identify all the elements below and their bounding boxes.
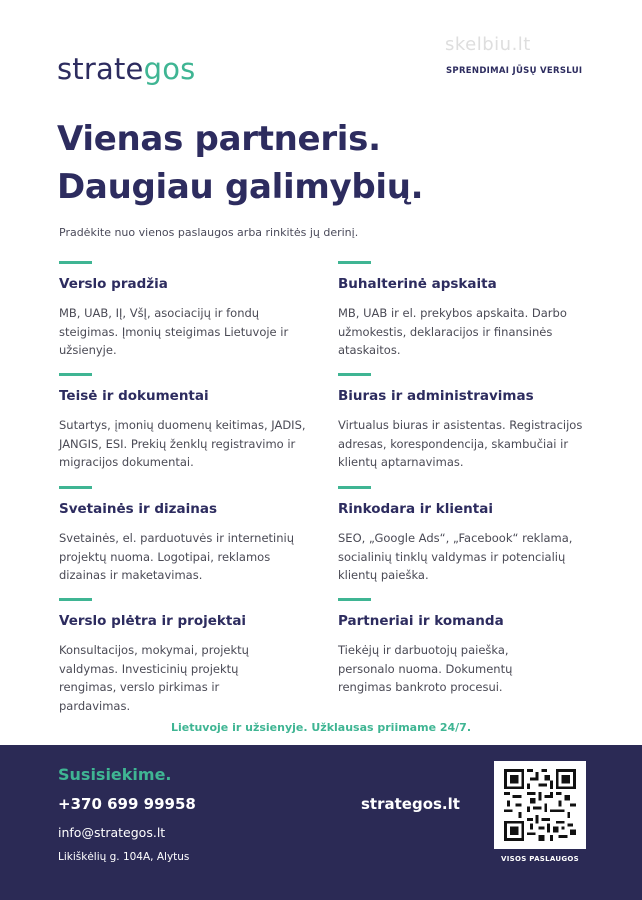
service-description: MB, UAB, IĮ, VšĮ, asociacijų ir fondų steigimas. Įmonių steigimas Lietuvoje ir užsienyje. (59, 306, 289, 357)
service-title: Verslo plėtra ir projektai (59, 613, 247, 629)
service-title: Teisė ir dokumentai (59, 388, 209, 404)
service-title: Partneriai ir komanda (338, 613, 504, 629)
service-biuras-ir-administravimas (338, 373, 598, 472)
address-text: Likiškėlių g. 104A, Alytus (58, 851, 190, 863)
service-svetaines-ir-dizainas (59, 486, 319, 585)
accent-bar (59, 598, 92, 601)
service-description: Sutartys, įmonių duomenų keitimas, JADIS, JANGIS, ESI. Prekių ženklų registravimo ir migracijos dokumentai. (59, 418, 306, 469)
service-description: Svetainės, el. parduotuvės ir internetinių projektų nuoma. Logotipai, reklamos dizainas ir maketavimas. (59, 531, 295, 582)
accent-bar (59, 373, 92, 376)
accent-bar (338, 261, 371, 264)
service-description: Tiekėjų ir darbuotojų paieška, personalo nuoma. Dokumentų rengimas bankroto procesui. (338, 643, 513, 694)
headline (57, 115, 423, 211)
service-title: Biuras ir administravimas (338, 388, 534, 404)
service-title: Rinkodara ir klientai (338, 501, 493, 517)
qr-caption: VISOS PASLAUGOS (500, 855, 580, 863)
service-buhalterine-apskaita (338, 261, 598, 360)
accent-bar (338, 486, 371, 489)
availability-note: Lietuvoje ir užsienyje. Užklausas priimame 24/7. (170, 721, 472, 734)
service-description: Virtualus biuras ir asistentas. Registracijos adresas, korespondencija, skambučiai ir klientų aptarnavimas. (338, 418, 583, 469)
service-title: Buhalterinė apskaita (338, 276, 497, 292)
qr-code[interactable] (494, 761, 586, 849)
website-link[interactable]: strategos.lt (361, 795, 460, 813)
contact-heading: Susisiekime. (58, 765, 172, 784)
accent-bar (59, 486, 92, 489)
strategos-logo: strategos (57, 52, 196, 86)
accent-bar (338, 598, 371, 601)
headline-line-1: Vienas partneris. (57, 119, 381, 159)
service-description: MB, UAB ir el. prekybos apskaita. Darbo užmokestis, deklaracijos ir finansinės ataskaitos. (338, 306, 567, 357)
intro-text: Pradėkite nuo vienos paslaugos arba rinkitės jų derinį. (59, 226, 359, 239)
service-description: Konsultacijos, mokymai, projektų valdymas. Investicinių projektų rengimas, verslo pirkimas ir pardavimas. (59, 643, 249, 713)
phone-link[interactable]: +370 699 99958 (58, 795, 196, 813)
service-partneriai-ir-komanda (338, 598, 598, 697)
email-link[interactable]: info@strategos.lt (58, 825, 166, 840)
tagline: SPRENDIMAI JŪSŲ VERSLUI (446, 66, 583, 76)
service-rinkodara-ir-klientai (338, 486, 598, 585)
watermark: skelbiu.lt (445, 34, 531, 55)
service-verslo-pradzia (59, 261, 319, 360)
service-title: Svetainės ir dizainas (59, 501, 217, 517)
qr-code-icon (503, 769, 577, 841)
accent-bar (59, 261, 92, 264)
service-title: Verslo pradžia (59, 276, 168, 292)
service-teise-ir-dokumentai (59, 373, 319, 472)
service-description: SEO, „Google Ads“, „Facebook“ reklama, socialinių tinklų valdymas ir potencialių klientų paieška. (338, 531, 573, 582)
headline-line-2: Daugiau galimybių. (57, 167, 424, 207)
accent-bar (338, 373, 371, 376)
service-verslo-pletra-ir-projektai (59, 598, 319, 715)
